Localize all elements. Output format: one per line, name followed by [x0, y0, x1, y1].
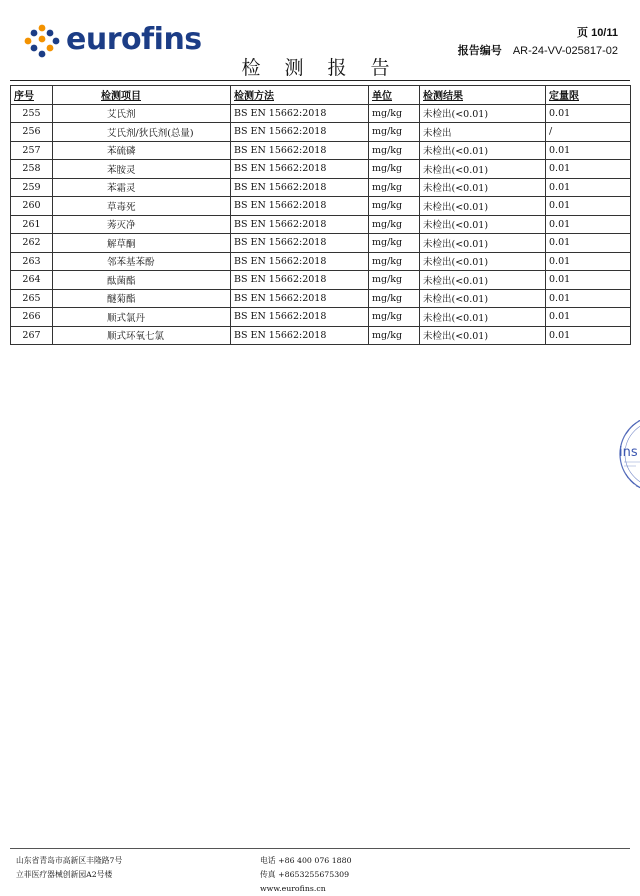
cell-result: 未检出(<0.01): [420, 197, 546, 216]
cell-seq: 257: [11, 141, 53, 160]
cell-unit: mg/kg: [369, 104, 420, 123]
cell-item: 苯硫磷: [53, 141, 231, 160]
cell-unit: mg/kg: [369, 252, 420, 271]
cell-loq: /: [546, 123, 631, 142]
table-header-row: [11, 86, 631, 105]
column-header-unit: 单位: [369, 86, 420, 105]
cell-unit: mg/kg: [369, 178, 420, 197]
table-row: [11, 197, 631, 216]
cell-seq: 267: [11, 326, 53, 345]
cell-method: BS EN 15662:2018: [231, 308, 369, 327]
cell-item: 草毒死: [53, 197, 231, 216]
cell-unit: mg/kg: [369, 271, 420, 290]
company-seal-stamp: [616, 412, 640, 496]
cell-seq: 255: [11, 104, 53, 123]
table-row: [11, 104, 631, 123]
cell-loq: 0.01: [546, 234, 631, 253]
table-row: [11, 234, 631, 253]
cell-item: 酞菌酯: [53, 271, 231, 290]
cell-seq: 258: [11, 160, 53, 179]
report-number-label: 报告编号: [457, 45, 502, 57]
column-header-item: 检测项目: [53, 86, 231, 105]
cell-result: 未检出(<0.01): [420, 308, 546, 327]
cell-method: BS EN 15662:2018: [231, 234, 369, 253]
cell-method: BS EN 15662:2018: [231, 271, 369, 290]
cell-method: BS EN 15662:2018: [231, 178, 369, 197]
cell-unit: mg/kg: [369, 289, 420, 308]
table-row: [11, 289, 631, 308]
logo-wordmark: eurofins: [66, 22, 202, 57]
cell-item: 艾氏剂/狄氏剂(总量): [53, 123, 231, 142]
report-number-value: AR-24-VV-025817-02: [512, 45, 618, 57]
cell-result: 未检出(<0.01): [420, 326, 546, 345]
cell-item: 顺式环氧七氯: [53, 326, 231, 345]
cell-seq: 259: [11, 178, 53, 197]
fax-number: 传真 +8653255675309: [260, 870, 350, 879]
cell-result: 未检出(<0.01): [420, 141, 546, 160]
cell-unit: mg/kg: [369, 234, 420, 253]
cell-method: BS EN 15662:2018: [231, 326, 369, 345]
cell-method: BS EN 15662:2018: [231, 104, 369, 123]
cell-item: 莠灭净: [53, 215, 231, 234]
table-row: [11, 252, 631, 271]
address-line-2: 立菲医疗器械创新园A2号楼: [16, 870, 113, 879]
cell-loq: 0.01: [546, 252, 631, 271]
cell-loq: 0.01: [546, 326, 631, 345]
cell-loq: 0.01: [546, 141, 631, 160]
cell-item: 苯胺灵: [53, 160, 231, 179]
cell-result: 未检出(<0.01): [420, 178, 546, 197]
footer-address: [16, 854, 122, 882]
cell-seq: 265: [11, 289, 53, 308]
cell-loq: 0.01: [546, 160, 631, 179]
cell-method: BS EN 15662:2018: [231, 289, 369, 308]
cell-unit: mg/kg: [369, 215, 420, 234]
header-divider: [10, 80, 630, 81]
cell-result: 未检出(<0.01): [420, 104, 546, 123]
cell-result: 未检出(<0.01): [420, 289, 546, 308]
document-title: 检 测 报 告: [241, 57, 399, 79]
cell-loq: 0.01: [546, 197, 631, 216]
cell-item: 邻苯基苯酚: [53, 252, 231, 271]
column-header-method: 检测方法: [231, 86, 369, 105]
table-row: [11, 123, 631, 142]
table-row: [11, 215, 631, 234]
results-table: [10, 85, 631, 345]
cell-method: BS EN 15662:2018: [231, 252, 369, 271]
cell-method: BS EN 15662:2018: [231, 123, 369, 142]
cell-loq: 0.01: [546, 178, 631, 197]
cell-method: BS EN 15662:2018: [231, 197, 369, 216]
table-row: [11, 178, 631, 197]
column-header-seq: 序号: [11, 86, 53, 105]
cell-unit: mg/kg: [369, 141, 420, 160]
phone-number: 电话 +86 400 076 1880: [260, 856, 352, 865]
page-number: 页 10/11: [577, 27, 618, 39]
table-row: [11, 141, 631, 160]
cell-seq: 264: [11, 271, 53, 290]
cell-unit: mg/kg: [369, 326, 420, 345]
cell-seq: 266: [11, 308, 53, 327]
column-header-loq: 定量限: [546, 86, 631, 105]
cell-seq: 262: [11, 234, 53, 253]
cell-item: 苯霜灵: [53, 178, 231, 197]
cell-unit: mg/kg: [369, 197, 420, 216]
cell-unit: mg/kg: [369, 160, 420, 179]
cell-seq: 261: [11, 215, 53, 234]
cell-method: BS EN 15662:2018: [231, 141, 369, 160]
cell-unit: mg/kg: [369, 308, 420, 327]
cell-method: BS EN 15662:2018: [231, 160, 369, 179]
cell-seq: 260: [11, 197, 53, 216]
website-link[interactable]: www.eurofins.cn: [260, 884, 326, 893]
table-row: [11, 160, 631, 179]
cell-result: 未检出: [420, 123, 546, 142]
cell-loq: 0.01: [546, 104, 631, 123]
address-line-1: 山东省青岛市高新区丰隆路7号: [16, 856, 123, 865]
cell-loq: 0.01: [546, 215, 631, 234]
cell-result: 未检出(<0.01): [420, 271, 546, 290]
table-row: [11, 271, 631, 290]
cell-method: BS EN 15662:2018: [231, 215, 369, 234]
cell-loq: 0.01: [546, 289, 631, 308]
cell-result: 未检出(<0.01): [420, 160, 546, 179]
cell-seq: 263: [11, 252, 53, 271]
column-header-result: 检测结果: [420, 86, 546, 105]
seal-text: ins: [619, 445, 638, 460]
cell-item: 艾氏剂: [53, 104, 231, 123]
cell-result: 未检出(<0.01): [420, 215, 546, 234]
footer-divider: [10, 848, 630, 849]
cell-item: 顺式氯丹: [53, 308, 231, 327]
table-row: [11, 308, 631, 327]
cell-result: 未检出(<0.01): [420, 252, 546, 271]
cell-result: 未检出(<0.01): [420, 234, 546, 253]
cell-item: 醚菊酯: [53, 289, 231, 308]
cell-seq: 256: [11, 123, 53, 142]
cell-loq: 0.01: [546, 308, 631, 327]
cell-loq: 0.01: [546, 271, 631, 290]
footer-contact: [260, 854, 352, 896]
cell-unit: mg/kg: [369, 123, 420, 142]
table-row: [11, 326, 631, 345]
cell-item: 解草酮: [53, 234, 231, 253]
